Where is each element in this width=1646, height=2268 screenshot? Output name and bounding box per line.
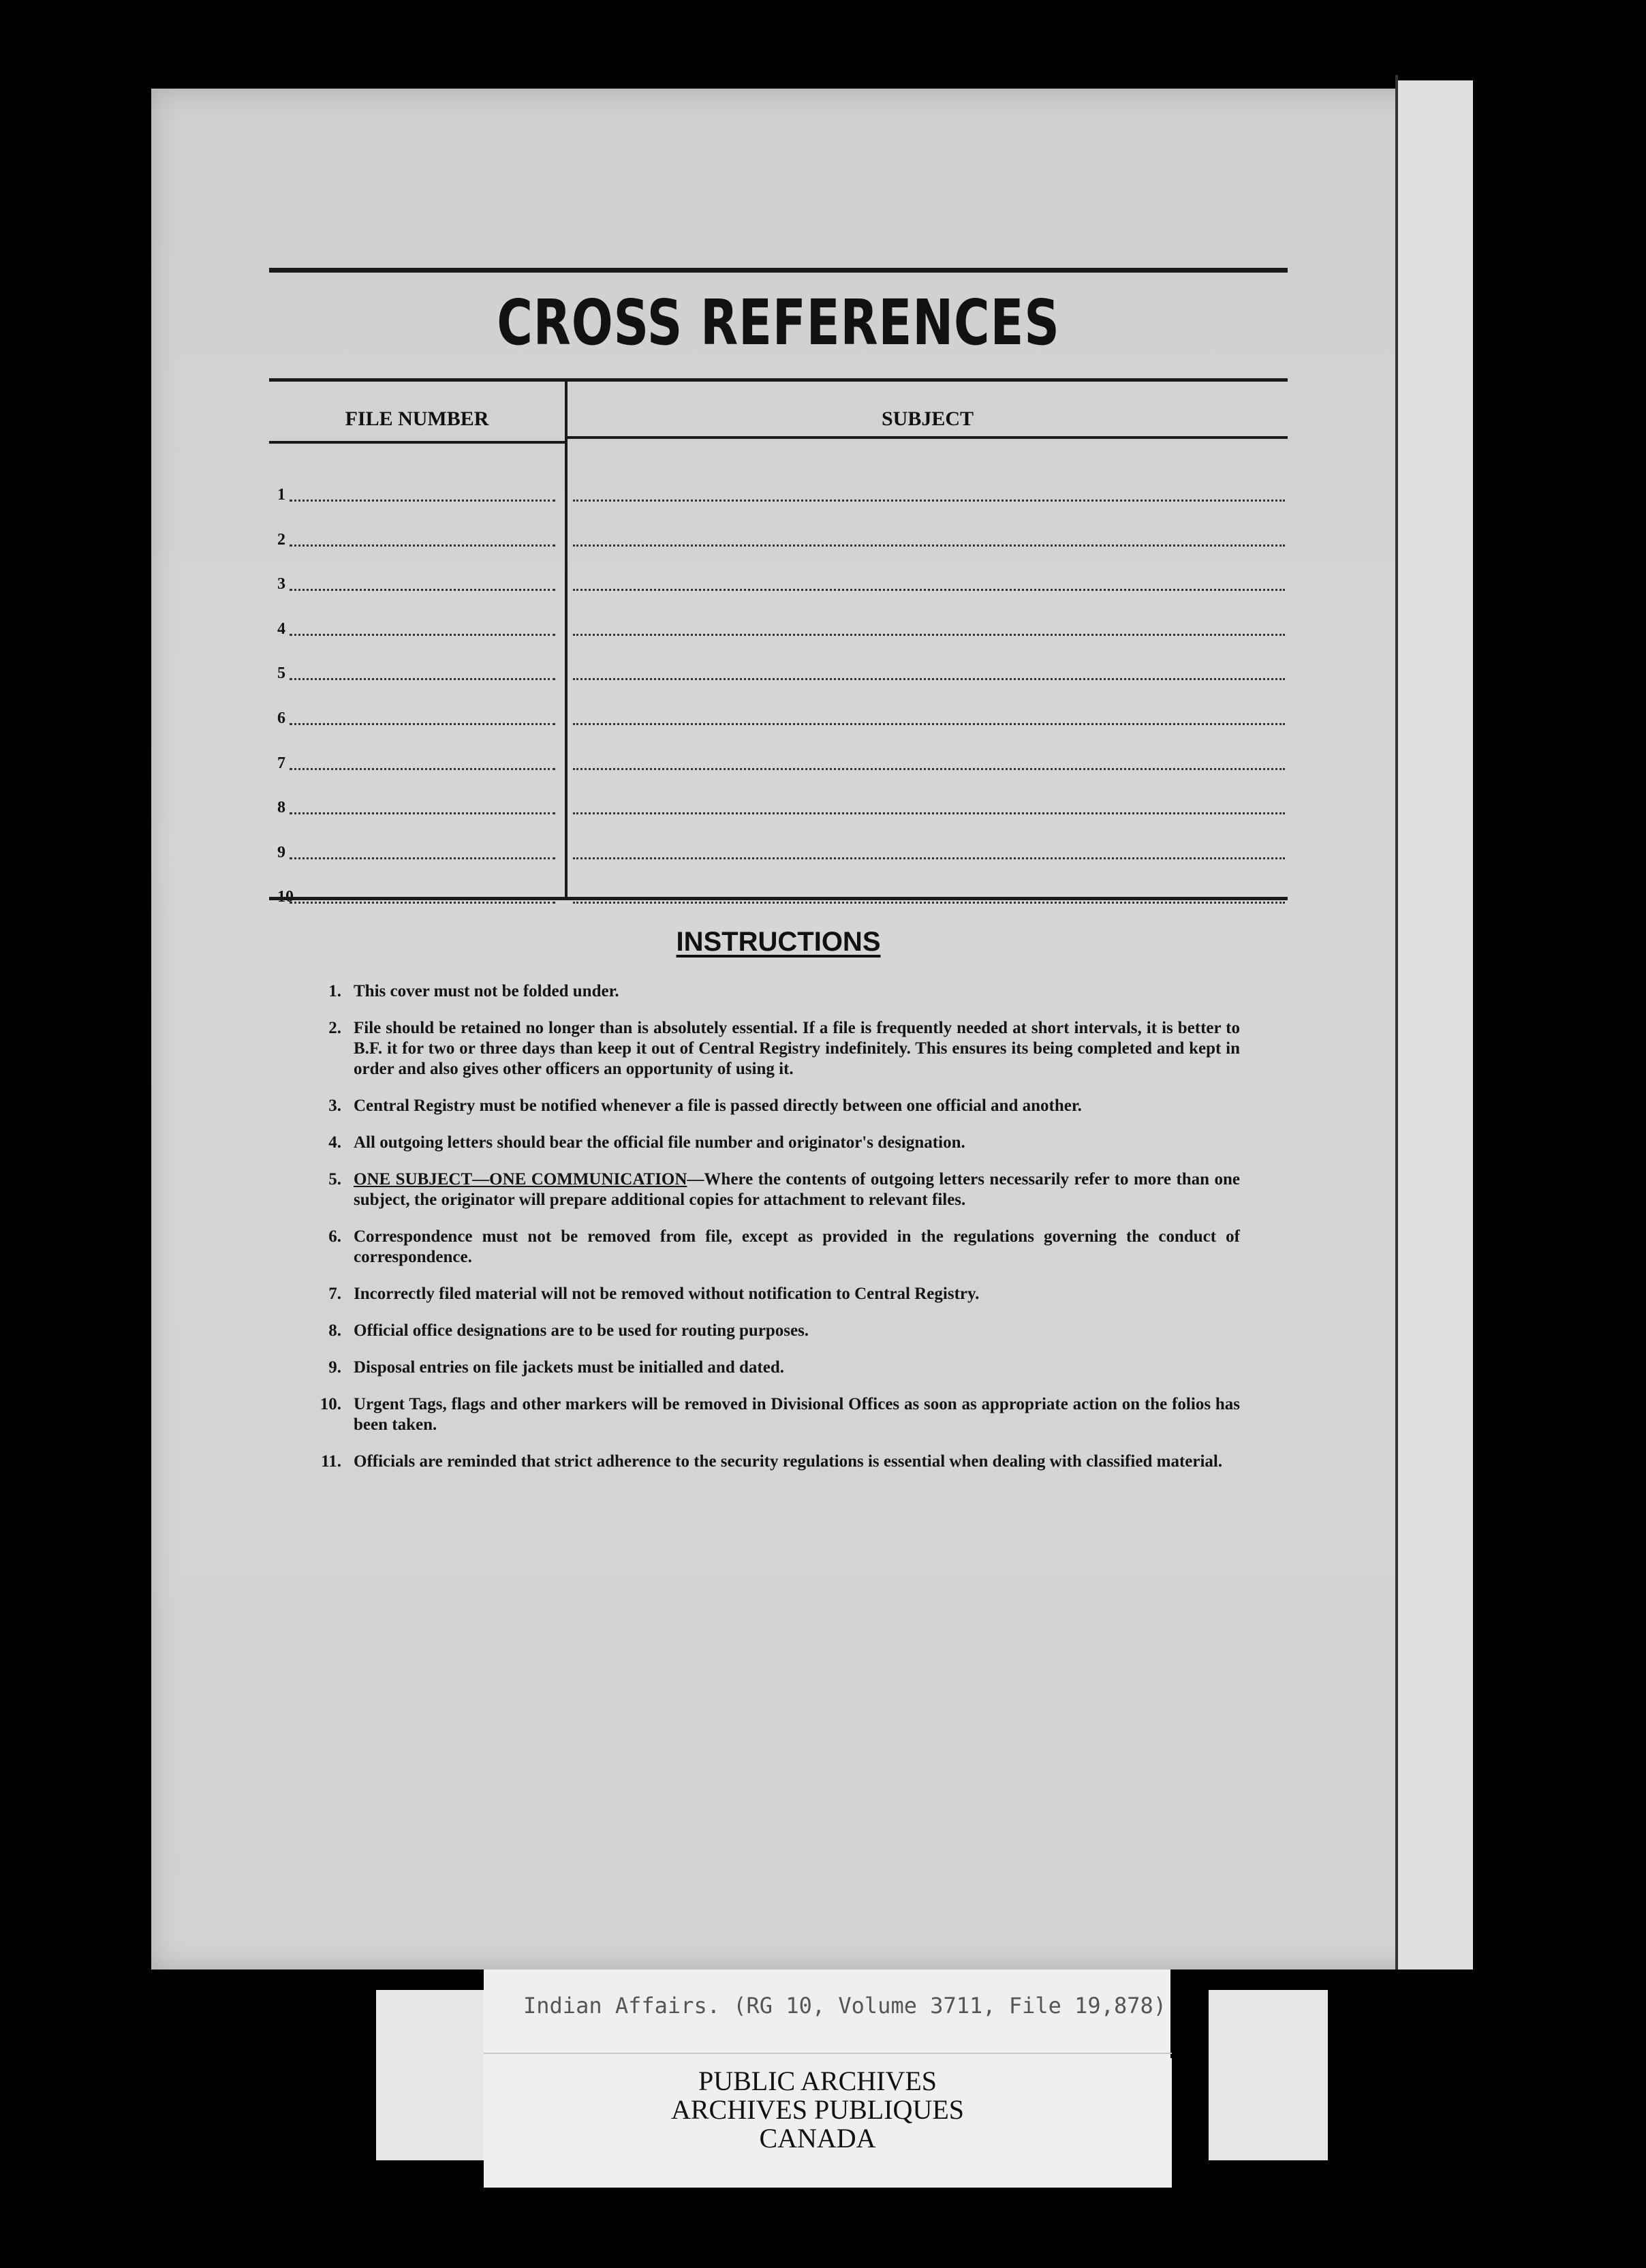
subject-line: [573, 723, 1285, 725]
instruction-number: 6.: [328, 1227, 341, 1246]
cross-references-title: CROSS REFERENCES: [497, 286, 1060, 359]
instruction-text: Disposal entries on file jackets must be initialled and dated.: [354, 1358, 784, 1377]
instruction-number: 3.: [328, 1097, 341, 1115]
archive-line-2: ARCHIVES PUBLIQUES: [670, 2094, 965, 2125]
instruction-item: [310, 981, 1240, 1002]
archive-tab-right: [1209, 1990, 1328, 2160]
instruction-item: [310, 1358, 1240, 1378]
archive-tab-divider: [484, 2053, 1172, 2054]
row-number: 6: [277, 709, 285, 727]
cross-reference-row: [269, 701, 1288, 728]
subject-line: [573, 812, 1285, 814]
instruction-item: [310, 1133, 1240, 1153]
subject-line: [573, 857, 1285, 859]
row-number: 7: [277, 754, 285, 772]
instruction-item: [310, 1394, 1240, 1435]
cross-reference-row: [269, 566, 1288, 594]
instruction-number: 7.: [328, 1285, 341, 1303]
instruction-item: [310, 1018, 1240, 1079]
subject-line: [573, 902, 1285, 904]
cross-reference-row: [269, 522, 1288, 549]
cross-reference-row: [269, 790, 1288, 817]
instruction-item: [310, 1452, 1240, 1472]
instructions-list: [310, 981, 1240, 1488]
file-number-line: [290, 902, 555, 904]
cross-reference-row: [269, 656, 1288, 683]
header-rule-right: [568, 436, 1288, 439]
instruction-item: [310, 1284, 1240, 1304]
file-number-line: [290, 589, 555, 591]
archive-line-1: PUBLIC ARCHIVES: [698, 2066, 937, 2096]
file-number-line: [290, 678, 555, 680]
file-number-line: [290, 768, 555, 770]
instruction-number: 10.: [320, 1395, 341, 1413]
row-number: 5: [277, 664, 285, 682]
subject-line: [573, 589, 1285, 591]
instruction-text: This cover must not be folded under.: [354, 982, 619, 1000]
instructions-title: [269, 927, 1288, 957]
instruction-number: 1.: [328, 982, 341, 1000]
archive-line-3: CANADA: [759, 2123, 876, 2154]
instruction-item: [310, 1096, 1240, 1116]
instruction-number: 5.: [328, 1170, 341, 1189]
instruction-item: [310, 1321, 1240, 1341]
file-number-line: [290, 812, 555, 814]
instruction-text: Official office designations are to be used for routing purposes.: [354, 1321, 809, 1340]
subject-line: [573, 545, 1285, 547]
instructions-title-text: INSTRUCTIONS: [676, 927, 881, 957]
instruction-number: 9.: [328, 1358, 341, 1377]
table-bottom-rule: [269, 897, 1288, 900]
top-rule: [269, 268, 1288, 273]
file-number-line: [290, 634, 555, 636]
instruction-text: All outgoing letters should bear the official file number and originator's designation.: [354, 1133, 965, 1152]
cross-reference-row: [269, 746, 1288, 773]
row-number: 8: [277, 799, 285, 816]
instruction-text: File should be retained no longer than is absolutely essential. If a file is frequently needed at short intervals, it is better to B.F. it for two or three days than keep it out of Central Registry indefinitely. This ensures its being completed and kept in order and also gives other officers an opportunity of using it.: [354, 1019, 1240, 1078]
subject-line: [573, 500, 1285, 502]
instruction-item: [310, 1227, 1240, 1268]
cross-reference-row: [269, 835, 1288, 862]
instruction-text: Urgent Tags, flags and other markers will be removed in Divisional Offices as soon as appropriate action on the folios has been taken.: [354, 1395, 1240, 1434]
archive-tab-left: [376, 1990, 485, 2160]
subject-header: SUBJECT: [881, 408, 974, 430]
row-number: 9: [277, 844, 285, 861]
row-number: 4: [277, 620, 285, 638]
instruction-text: —Where the contents of outgoing letters necessarily refer to more than one subject, the originator will prepare additional copies for attachment to relevant files.: [354, 1170, 1240, 1209]
instruction-lead: ONE SUBJECT—ONE COMMUNICATION: [354, 1170, 687, 1189]
file-number-line: [290, 545, 555, 547]
instruction-number: 8.: [328, 1321, 341, 1340]
cross-reference-row: [269, 879, 1288, 906]
instruction-number: 4.: [328, 1133, 341, 1152]
instruction-text: Incorrectly filed material will not be removed without notification to Central Registry.: [354, 1285, 980, 1303]
cross-reference-row: [269, 477, 1288, 504]
file-number-header: FILE NUMBER: [345, 408, 489, 430]
subject-line: [573, 634, 1285, 636]
title-rule: [269, 378, 1288, 382]
instruction-item: [310, 1169, 1240, 1210]
subject-line: [573, 678, 1285, 680]
file-number-line: [290, 723, 555, 725]
archive-reference: Indian Affairs. (RG 10, Volume 3711, File 19,878): [523, 1993, 1167, 2019]
row-number: 1: [277, 486, 285, 504]
instruction-text: Officials are reminded that strict adherence to the security regulations is essential when dealing with classified material.: [354, 1452, 1223, 1471]
row-number: 2: [277, 531, 285, 549]
instruction-number: 2.: [328, 1019, 341, 1037]
instruction-text: Central Registry must be notified whenever a file is passed directly between one official and another.: [354, 1097, 1082, 1115]
column-divider: [565, 382, 568, 900]
archive-tab-notch: [1170, 1970, 1209, 2058]
file-number-line: [290, 857, 555, 859]
header-rule-left: [269, 441, 565, 444]
subject-line: [573, 768, 1285, 770]
instruction-text: Correspondence must not be removed from file, except as provided in the regulations governing the conduct of correspondence.: [354, 1227, 1240, 1266]
instruction-number: 11.: [321, 1452, 341, 1471]
page-flap: [1398, 80, 1473, 1970]
file-number-line: [290, 500, 555, 502]
archive-stamp: [613, 2067, 1022, 2153]
row-number: 3: [277, 575, 285, 593]
cross-reference-row: [269, 611, 1288, 639]
